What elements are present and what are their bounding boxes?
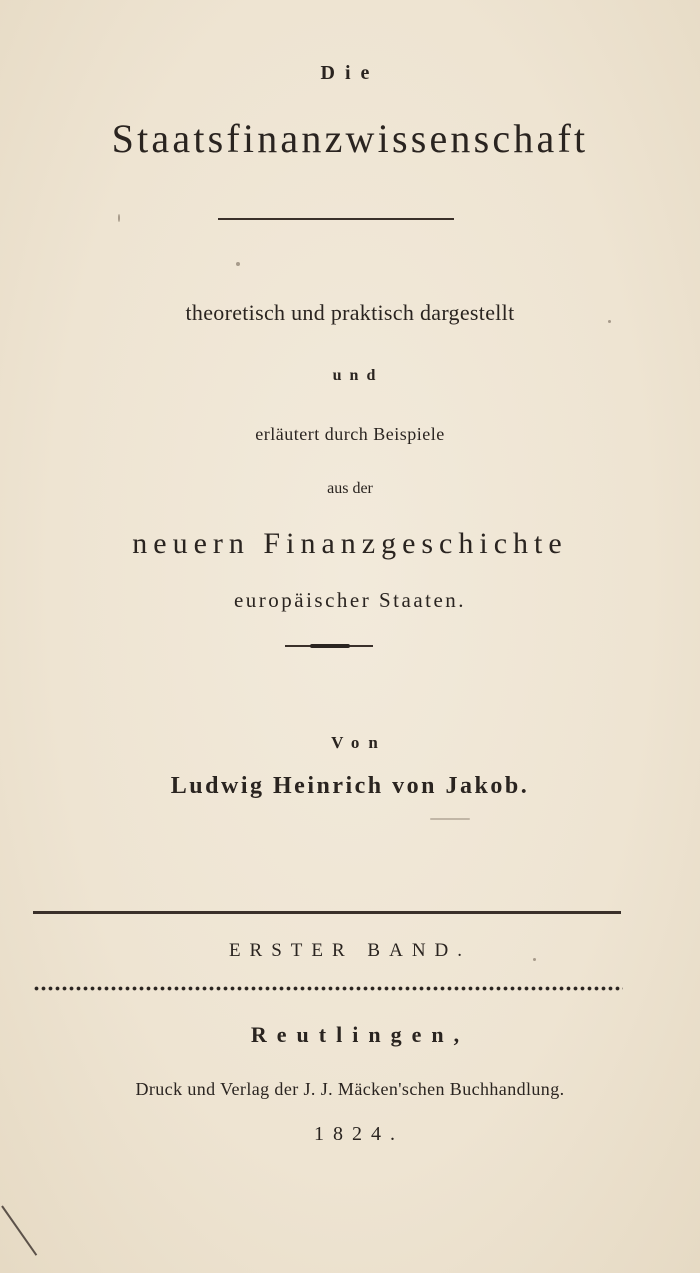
subtitle-line-3: aus der	[327, 480, 373, 497]
section-divider	[33, 911, 621, 914]
subtitle-line-5: europäischer Staaten.	[233, 588, 467, 612]
publication-place: Reutlingen,	[250, 1022, 470, 1047]
paper-speck	[236, 262, 240, 266]
title-article: Die	[320, 62, 380, 84]
paper-speck	[118, 214, 120, 222]
subtitle-conjunction: und	[332, 367, 384, 384]
publication-year: 1824.	[314, 1123, 404, 1145]
paper-speck	[533, 958, 536, 961]
asterisk-border	[33, 983, 623, 995]
ornamental-rule-center	[310, 644, 350, 648]
paper-speck	[608, 320, 611, 323]
paper-mark	[1, 1205, 37, 1255]
volume-label: ERSTER BAND.	[228, 940, 472, 961]
paper-mark	[430, 818, 470, 820]
publisher-line: Druck und Verlag der J. J. Mäcken'schen Buchhandlung.	[135, 1079, 565, 1099]
book-title: Staatsfinanzwissenschaft	[111, 116, 589, 161]
subtitle-line-2: erläutert durch Beispiele	[255, 424, 445, 444]
subtitle-line-4: neuern Finanzgeschichte	[132, 527, 568, 560]
author-prefix: Von	[331, 733, 387, 752]
title-divider	[218, 218, 454, 220]
subtitle-line-1: theoretisch und praktisch dargestellt	[185, 300, 515, 325]
author-name: Ludwig Heinrich von Jakob.	[170, 773, 530, 799]
